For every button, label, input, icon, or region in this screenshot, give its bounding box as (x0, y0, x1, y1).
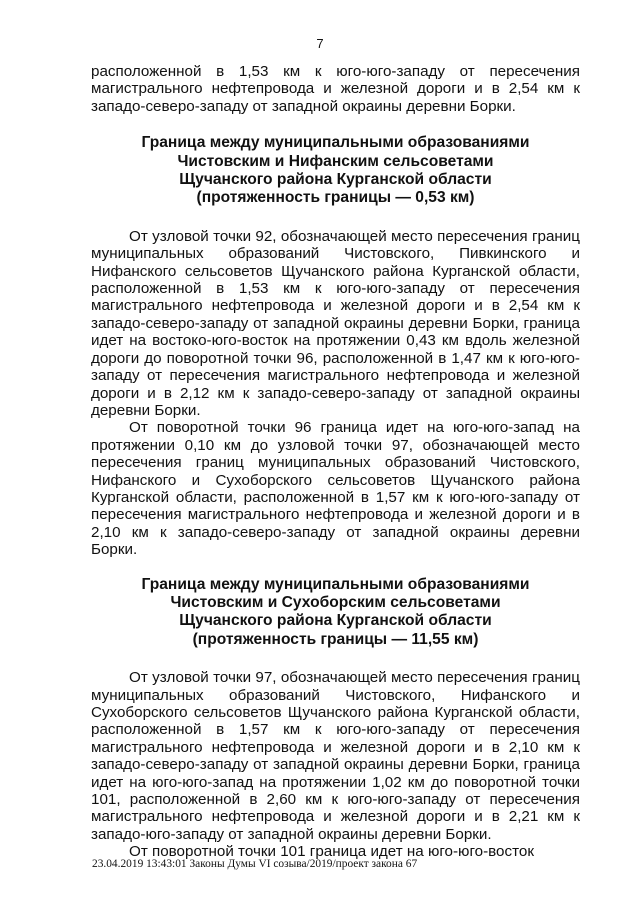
heading-line: (протяженность границы — 11,55 км) (192, 630, 479, 648)
section-heading-chistovsky-sukhoborsky (87, 576, 584, 650)
heading-line: Щучанского района Курганской области (179, 612, 492, 630)
section-heading-chistovsky-nifansky (87, 134, 584, 208)
heading-line: Щучанского района Курганской области (179, 171, 492, 189)
heading-line: Чистовским и Нифанским сельсоветами (177, 152, 494, 170)
document-body (91, 63, 580, 861)
heading-line: Граница между муниципальными образованиями (141, 575, 530, 593)
heading-line: (протяженность границы — 0,53 км) (196, 189, 475, 207)
page-number: 7 (316, 36, 324, 51)
heading-line: Граница между муниципальными образованиями (141, 134, 530, 152)
paragraph: От узловой точки 97, обозначающей место пересечения границ муниципальных образований Чистовского, Нифанского и Сухоборского сельсоветов Щучанского района Курганской области, расположенной в 1,57 км к юго-юго-западу от пересечения магистрального нефтепровода и железной дороги и в 2,10 км к западо-северо-западу от западной окраины деревни Борки, граница идет на юго-юго-запад на протяжении 1,02 км до поворотной точки 101, расположенной в 2,60 км к юго-юго-западу от пересечения магистрального нефтепровода и железной дороги и в 2,21 км к западо-юго-западу от западной окраины деревни Борки. (91, 669, 580, 843)
intro-paragraph: расположенной в 1,53 км к юго-юго-западу от пересечения магистрального нефтепровода и железной дороги и в 2,54 км к западо-северо-западу от западной окраины деревни Борки. (91, 63, 580, 115)
paragraph: От поворотной точки 101 граница идет на юго-юго-восток (129, 843, 534, 861)
paragraph: От поворотной точки 96 граница идет на юго-юго-запад на протяжении 0,10 км до узловой точки 97, обозначающей место пересечения границ муниципальных образований Чистовского, Нифанского и Сухоборского сельсоветов Щучанского района Курганской области, расположенной в 1,57 км к юго-юго-западу от пересечения магистрального нефтепровода и железной дороги и в 2,10 км к западо-северо-западу от западной окраины деревни Борки. (91, 419, 580, 559)
heading-line: Чистовским и Сухоборским сельсоветами (170, 593, 501, 611)
document-footer: 23.04.2019 13:43:01 Законы Думы VI созыва/2019/проект закона 67 (92, 858, 418, 870)
paragraph: От узловой точки 92, обозначающей место пересечения границ муниципальных образований Чистовского, Пивкинского и Нифанского сельсоветов Щучанского района Курганской области, расположенной в 1,53 км к юго-юго-западу от пересечения магистрального нефтепровода и железной дороги и в 2,54 км к западо-северо-западу от западной окраины деревни Борки, граница идет на востоко-юго-восток на протяжении 0,43 км вдоль железной дороги до поворотной точки 96, расположенной в 1,47 км к юго-юго-западу от пересечения магистрального нефтепровода и железной дороги и в 2,12 км к западо-северо-западу от западной окраины деревни Борки. (91, 227, 580, 419)
